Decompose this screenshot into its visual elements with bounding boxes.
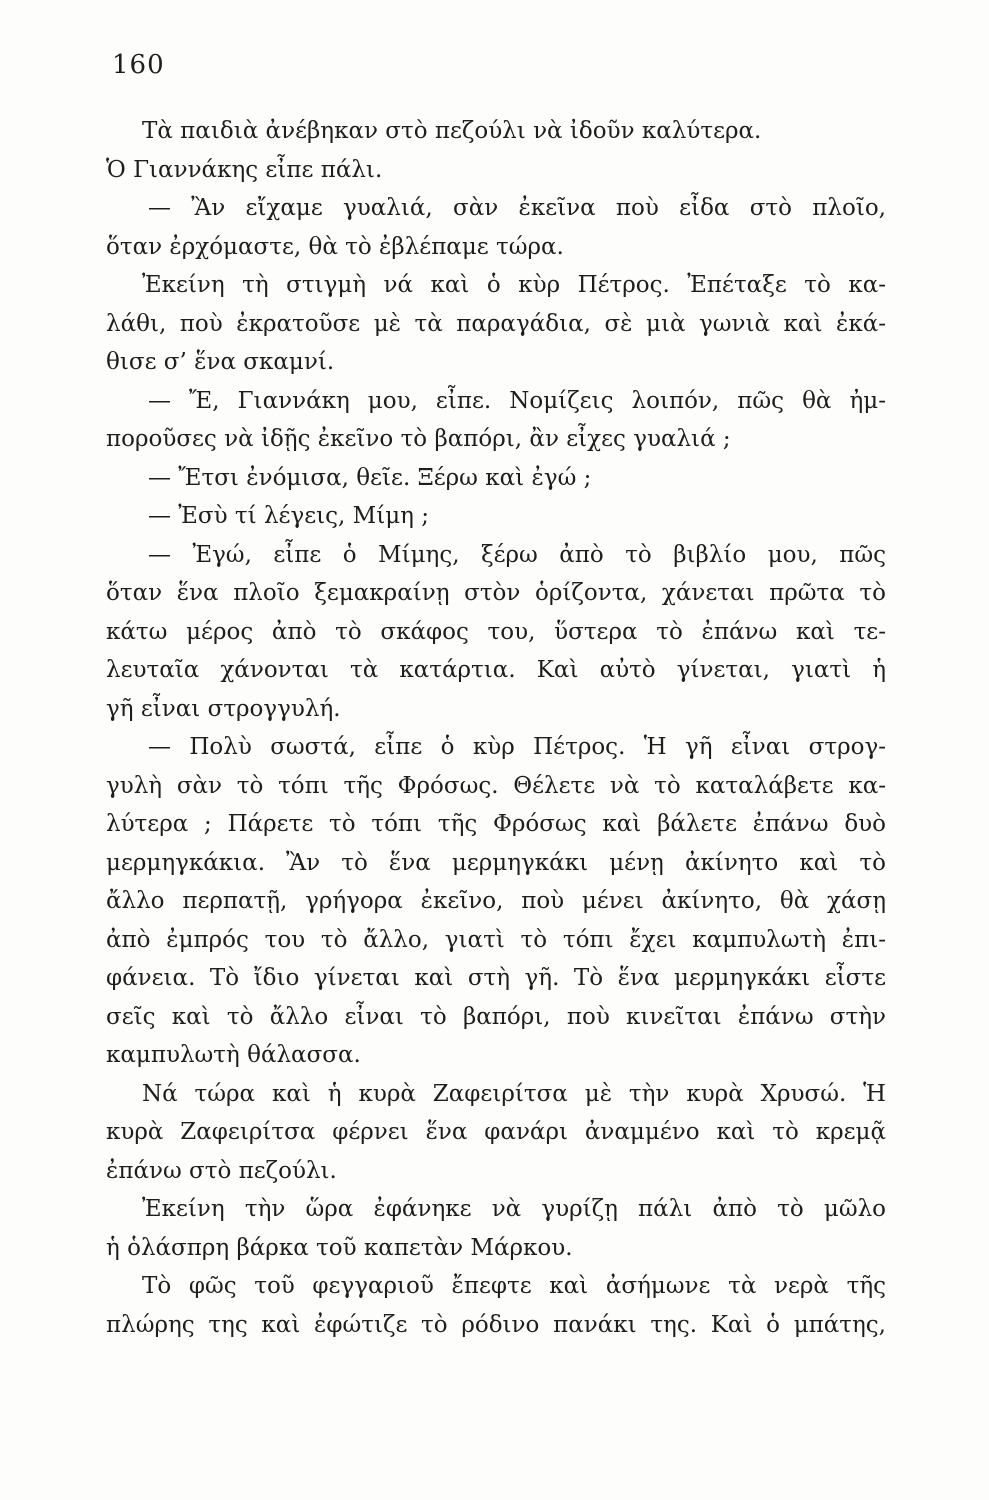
text-line: λάθι, ποὺ ἐκρατοῦσε μὲ τὰ παραγάδια, σὲ μιὰ γωνιὰ καὶ ἐκά-: [106, 310, 886, 337]
body-text: [106, 112, 886, 1344]
text-line: Ἐκείνη τὴν ὥρα ἐφάνηκε νὰ γυρίζῃ πάλι ἀπὸ τὸ μῶλο: [142, 1196, 886, 1222]
text-line: — Ἂν εἴχαμε γυαλιά, σὰν ἐκεῖνα ποὺ εἶδα στὸ πλοῖο,: [148, 195, 886, 221]
text-line: ἄλλο περπατῇ, γρήγορα ἐκεῖνο, ποὺ μένει ἀκίνητο, θὰ χάσῃ: [106, 888, 886, 914]
text-line: λευταῖα χάνονται τὰ κατάρτια. Καὶ αὐτὸ γίνεται, γιατὶ ἡ: [106, 657, 886, 683]
text-line: — Ἔ, Γιαννάκη μου, εἶπε. Νομίζεις λοιπόν, πῶς θὰ ἠμ-: [148, 387, 886, 414]
text-line: Τὰ παιδιὰ ἀνέβηκαν στὸ πεζούλι νὰ ἰδοῦν καλύτερα.: [142, 118, 762, 144]
text-line: πλώρης της καὶ ἐφώτιζε τὸ ρόδινο πανάκι της. Καὶ ὁ μπάτης,: [106, 1311, 886, 1338]
text-line: Νά τώρα καὶ ἡ κυρὰ Ζαφειρίτσα μὲ τὴν κυρὰ Χρυσώ. Ἡ: [142, 1080, 886, 1107]
text-line: ἀπὸ ἐμπρός του τὸ ἄλλο, γιατὶ τὸ τόπι ἔχει καμπυλωτὴ ἐπι-: [106, 926, 886, 953]
text-line: — Ἐγώ, εἶπε ὁ Μίμης, ξέρω ἀπὸ τὸ βιβλίο μου, πῶς: [148, 541, 886, 568]
text-line: γυλὴ σὰν τὸ τόπι τῆς Φρόσως. Θέλετε νὰ τὸ καταλάβετε κα-: [106, 772, 886, 799]
text-line: ἐπάνω στὸ πεζούλι.: [106, 1157, 337, 1184]
text-line: καμπυλωτὴ θάλασσα.: [106, 1042, 361, 1068]
page-number: 160: [112, 50, 165, 80]
text-line: — Ἐσὺ τί λέγεις, Μίμη ;: [148, 503, 430, 529]
text-line: κυρὰ Ζαφειρίτσα φέρνει ἕνα φανάρι ἀναμμένο καὶ τὸ κρεμᾷ: [106, 1119, 886, 1145]
text-line: ποροῦσες νὰ ἰδῇς ἐκεῖνο τὸ βαπόρι, ἂν εἶχες γυαλιά ;: [106, 426, 731, 452]
text-line: θισε σ’ ἕνα σκαμνί.: [106, 349, 335, 375]
text-line: λύτερα ; Πάρετε τὸ τόπι τῆς Φρόσως καὶ βάλετε ἐπάνω δυὸ: [106, 811, 886, 837]
text-line: μερμηγκάκια. Ἂν τὸ ἕνα μερμηγκάκι μένῃ ἀκίνητο καὶ τὸ: [106, 849, 886, 876]
text-line: Ὁ Γιαννάκης εἶπε πάλι.: [106, 156, 383, 183]
text-line: — Ἔτσι ἐνόμισα, θεῖε. Ξέρω καὶ ἐγώ ;: [148, 464, 592, 491]
text-line: φάνεια. Τὸ ἴδιο γίνεται καὶ στὴ γῆ. Τὸ ἕνα μερμηγκάκι εἶστε: [106, 965, 886, 991]
text-line: ἡ ὁλάσπρη βάρκα τοῦ καπετὰν Μάρκου.: [106, 1234, 573, 1261]
text-line: γῆ εἶναι στρογγυλή.: [106, 695, 341, 722]
text-line: ὅταν ἐρχόμαστε, θὰ τὸ ἐβλέπαμε τώρα.: [106, 233, 564, 260]
text-line: Τὸ φῶς τοῦ φεγγαριοῦ ἔπεφτε καὶ ἀσήμωνε τὰ νερὰ τῆς: [142, 1273, 886, 1299]
text-line: σεῖς καὶ τὸ ἄλλο εἶναι τὸ βαπόρι, ποὺ κινεῖται ἐπάνω στὴν: [106, 1003, 886, 1030]
text-line: ὅταν ἕνα πλοῖο ξεμακραίνῃ στὸν ὁρίζοντα, χάνεται πρῶτα τὸ: [106, 580, 886, 606]
text-line: Ἐκείνη τὴ στιγμὴ νά καὶ ὁ κὺρ Πέτρος. Ἐπέταξε τὸ κα-: [142, 272, 886, 298]
text-line: κάτω μέρος ἀπὸ τὸ σκάφος του, ὕστερα τὸ ἐπάνω καὶ τε-: [106, 618, 886, 645]
text-line: — Πολὺ σωστά, εἶπε ὁ κὺρ Πέτρος. Ἡ γῆ εἶναι στρογ-: [148, 734, 886, 760]
